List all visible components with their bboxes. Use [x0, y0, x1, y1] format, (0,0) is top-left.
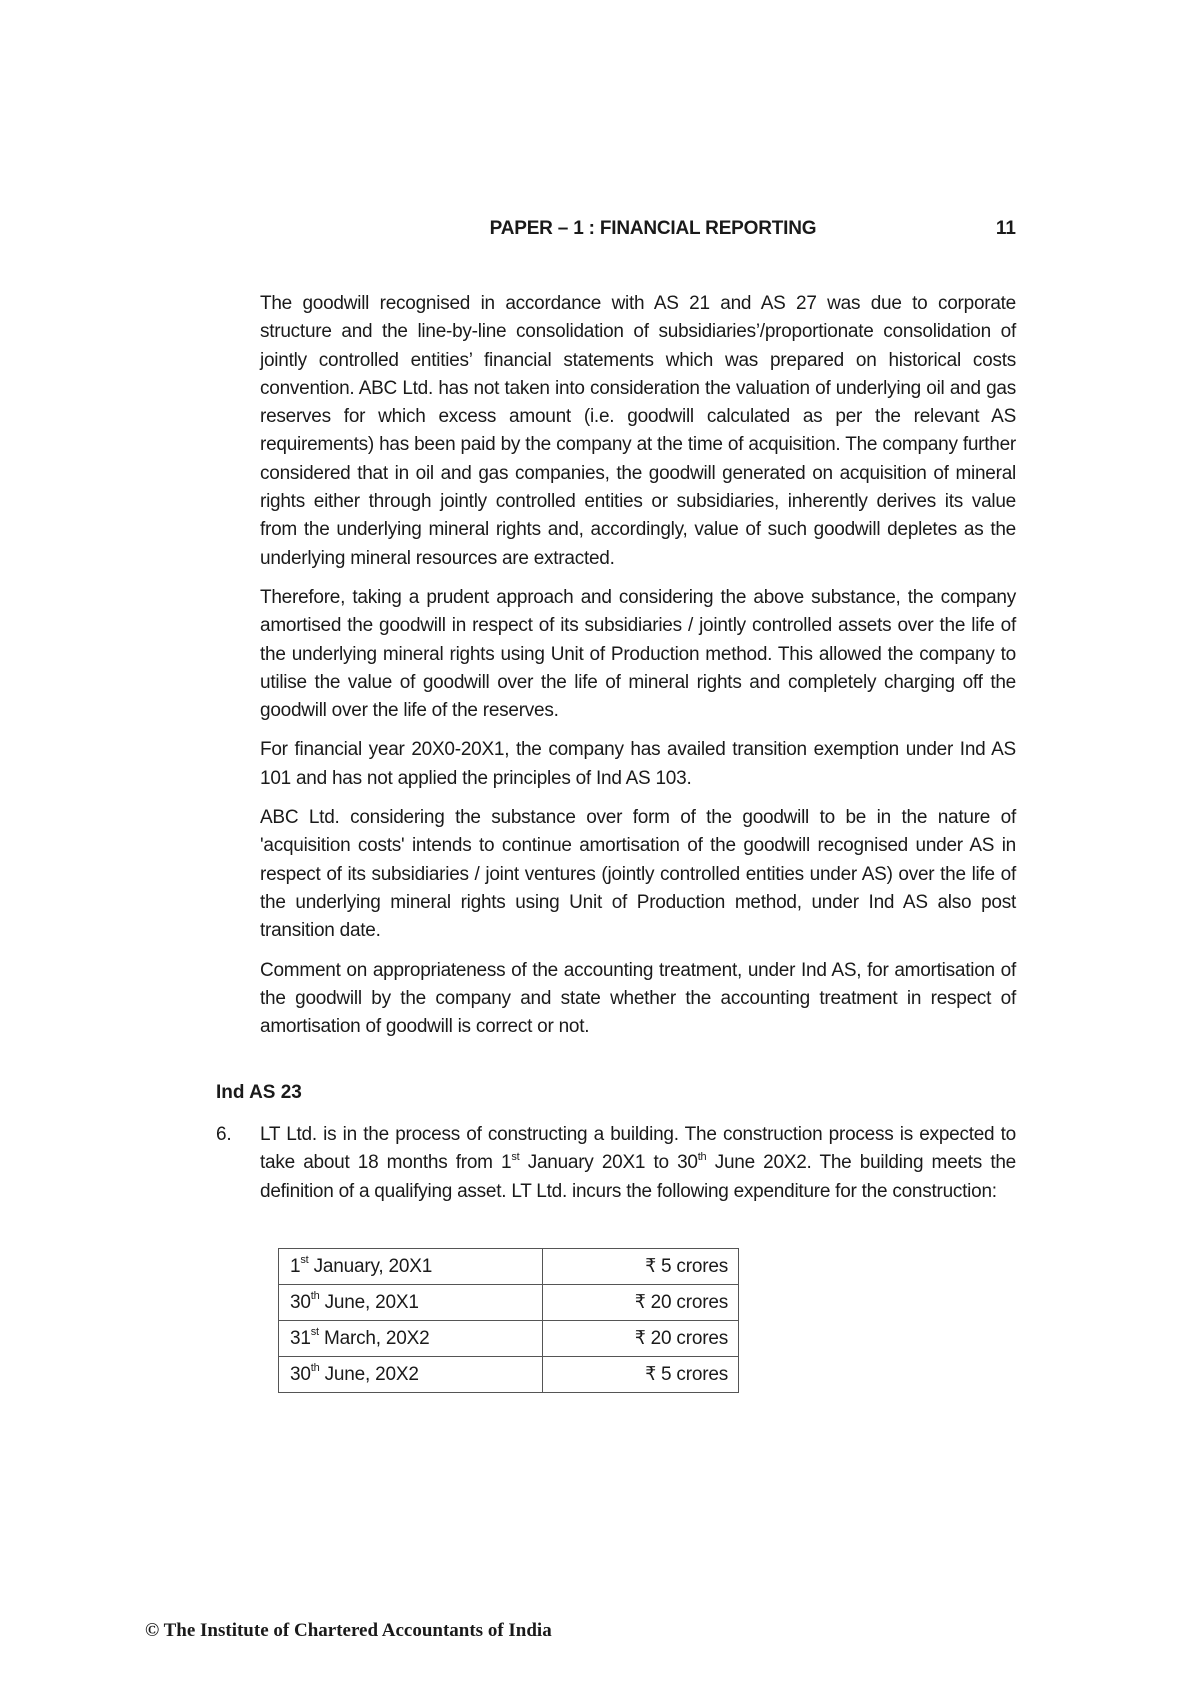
- expenditure-table: [278, 1248, 739, 1393]
- page-header: [260, 218, 1016, 246]
- amount-cell: ₹ 5 crores: [543, 1249, 739, 1285]
- date-cell: 1st January, 20X1: [279, 1249, 543, 1285]
- table-row: [279, 1249, 739, 1285]
- table-row: [279, 1321, 739, 1357]
- paragraph: ABC Ltd. considering the substance over form of the goodwill to be in the nature of 'acquisition costs' intends to continue amortisation of the goodwill recognised under AS in respect of its subsidiaries / joint ventures (jointly controlled entities under AS) over the life of the underlying mineral rights using Unit of Production method, under Ind AS also post transition date.: [260, 807, 1016, 942]
- table-row: [279, 1285, 739, 1321]
- amount-cell: ₹ 20 crores: [543, 1285, 739, 1321]
- body-text: [260, 290, 1016, 1052]
- date-cell: 30th June, 20X1: [279, 1285, 543, 1321]
- table-row: [279, 1357, 739, 1393]
- section-heading: Ind AS 23: [216, 1082, 302, 1103]
- question-number: 6.: [216, 1124, 232, 1145]
- date-cell: 30th June, 20X2: [279, 1357, 543, 1393]
- paragraph: For financial year 20X0-20X1, the company has availed transition exemption under Ind AS 101 and has not applied the principles of Ind AS 103.: [260, 739, 1016, 789]
- paragraph: Therefore, taking a prudent approach and considering the above substance, the company amortised the goodwill in respect of its subsidiaries / jointly controlled assets over the life of the underlying mineral rights using Unit of Production method. This allowed the company to utilise the value of goodwill over the life of mineral rights and completely charging off the goodwill over the life of the reserves.: [260, 586, 1016, 722]
- paragraph: The goodwill recognised in accordance with AS 21 and AS 27 was due to corporate structure and the line-by-line consolidation of subsidiaries’/proportionate consolidation of jointly controlled entities’ financial statements which was prepared on historical costs convention. ABC Ltd. has not taken into consideration the valuation of underlying oil and gas reserves for which excess amount (i.e. goodwill calculated as per the relevant AS requirements) has been paid by the company at the time of acquisition. The company further considered that in oil and gas companies, the goodwill generated on acquisition of mineral rights either through jointly controlled entities or subsidiaries, inherently derives its value from the underlying mineral rights and, accordingly, value of such goodwill depletes as the underlying mineral resources are extracted.: [260, 293, 1016, 569]
- question-6: [216, 1121, 1016, 1206]
- paragraph: Comment on appropriateness of the accounting treatment, under Ind AS, for amortisation of the goodwill by the company and state whether the accounting treatment in respect of amortisation of goodwill is correct or not.: [260, 959, 1016, 1038]
- question-text: LT Ltd. is in the process of constructing a building. The construction process is expected to take about 18 months from 1st January 20X1 to 30th June 20X2. The building meets the definition of a qualifying asset. LT Ltd. incurs the following expenditure for the construction:: [260, 1124, 1016, 1202]
- copyright-footer: © The Institute of Chartered Accountants of India: [145, 1620, 552, 1641]
- page-number: 11: [995, 218, 1016, 239]
- amount-cell: ₹ 5 crores: [543, 1357, 739, 1393]
- date-cell: 31st March, 20X2: [279, 1321, 543, 1357]
- paper-title: PAPER – 1 : FINANCIAL REPORTING: [489, 218, 817, 239]
- amount-cell: ₹ 20 crores: [543, 1321, 739, 1357]
